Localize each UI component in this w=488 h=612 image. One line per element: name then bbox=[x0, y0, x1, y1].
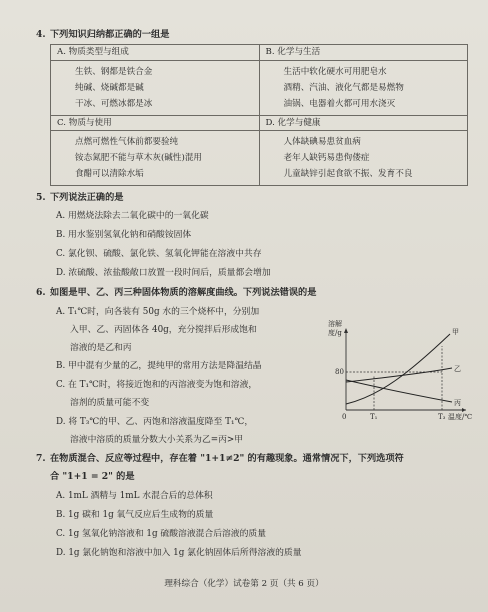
table-header-c: C. 物质与使用 bbox=[51, 115, 260, 131]
table-cell-c bbox=[51, 131, 260, 186]
option-b: B. 1g 碳和 1g 氧气反应后生成物的质量 bbox=[56, 510, 214, 520]
table-item: 点燃可燃性气体前都要验纯 bbox=[75, 137, 179, 148]
option-a: A. T₁℃时，向各装有 50g 水的三个烧杯中，分别加 bbox=[56, 307, 260, 317]
x-axis-arrow bbox=[462, 408, 466, 412]
table-cell-b bbox=[259, 60, 468, 115]
table-item: 纯碱、烧碱都是碱 bbox=[75, 82, 144, 93]
option-d: D. 将 T₃℃的甲、乙、丙饱和溶液温度降至 T₁℃， bbox=[56, 417, 254, 427]
x-axis-label: 温度/℃ bbox=[448, 413, 473, 421]
x-tick-t1: T₁ bbox=[370, 413, 378, 421]
knowledge-table bbox=[50, 44, 468, 186]
question-text: 在物质混合、反应等过程中，存在着 "1+1≠2" 的有趣现象。通常情况下，下列选项符 bbox=[50, 453, 404, 464]
origin-label: 0 bbox=[342, 413, 347, 421]
question-number: 4. bbox=[36, 29, 46, 40]
curve-label-jia: 甲 bbox=[452, 328, 459, 336]
table-header-d: D. 化学与健康 bbox=[259, 115, 468, 131]
table-header-a: A. 物质类型与组成 bbox=[51, 45, 260, 61]
option-b: B. 用水鉴别氢氧化钠和硝酸铵固体 bbox=[56, 230, 192, 240]
table-item: 老年人缺钙易患佝偻症 bbox=[283, 153, 370, 164]
question-6-stem bbox=[36, 286, 316, 299]
option-a-cont: 溶液的是乙和丙 bbox=[70, 343, 132, 353]
table-item: 人体缺碘易患贫血病 bbox=[283, 137, 361, 148]
table-cell-a bbox=[51, 60, 260, 115]
y-axis-arrow bbox=[344, 328, 348, 333]
question-7-stem-line1 bbox=[36, 452, 404, 465]
option-a: A. 1mL 酒精与 1mL 水混合后的总体积 bbox=[56, 491, 213, 501]
option-b: B. 甲中混有少量的乙，提纯甲的常用方法是降温结晶 bbox=[56, 361, 262, 371]
table-item: 铵态氮肥不能与草木灰(碱性)混用 bbox=[75, 153, 203, 164]
question-5-stem bbox=[36, 191, 124, 204]
question-text: 下列知识归纳都正确的一组是 bbox=[50, 29, 170, 40]
curve-yi bbox=[346, 368, 452, 382]
question-number: 6. bbox=[36, 287, 46, 298]
option-d: D. 1g 氯化钠饱和溶液中加入 1g 氯化钠固体后所得溶液的质量 bbox=[56, 548, 302, 558]
option-d: D. 浓硫酸、浓盐酸敞口放置一段时间后，质量都会增加 bbox=[56, 268, 271, 278]
option-d-cont: 溶液中溶质的质量分数大小关系为乙=丙>甲 bbox=[70, 435, 244, 445]
table-cell-d bbox=[259, 131, 468, 186]
table-item: 儿童缺锌引起食欲不振、发育不良 bbox=[283, 169, 413, 180]
question-7-stem-line2: 合 "1+1 = 2" 的是 bbox=[50, 471, 135, 482]
question-text: 如图是甲、乙、丙三种固体物质的溶解度曲线。下列说法错误的是 bbox=[50, 287, 317, 298]
option-c: C. 氯化钡、硫酸、氯化铁、氢氧化钾能在溶液中共存 bbox=[56, 249, 262, 259]
question-number: 7. bbox=[36, 453, 46, 464]
question-4-stem bbox=[36, 28, 169, 41]
table-item: 酒精、汽油、液化气都是易燃物 bbox=[283, 82, 404, 93]
curve-label-bing: 丙 bbox=[454, 399, 461, 407]
question-number: 5. bbox=[36, 192, 46, 203]
option-c-cont: 溶剂的质量可能不变 bbox=[70, 398, 150, 408]
option-c: C. 在 T₁℃时，将接近饱和的丙溶液变为饱和溶液， bbox=[56, 380, 258, 390]
x-tick-t3: T₃ bbox=[438, 413, 446, 421]
table-header-b: B. 化学与生活 bbox=[259, 45, 468, 61]
solubility-chart bbox=[330, 316, 476, 424]
table-item: 生活中软化硬水可用肥皂水 bbox=[283, 66, 387, 77]
option-c: C. 1g 氢氧化钠溶液和 1g 硫酸溶液混合后溶液的质量 bbox=[56, 529, 266, 539]
option-a-cont: 入甲、乙、丙固体各 40g，充分搅拌后形成饱和 bbox=[70, 325, 257, 335]
table-item: 干冰、可燃冰都是冰 bbox=[75, 98, 153, 109]
y-axis-label-2: 度/g bbox=[328, 329, 342, 337]
y-tick-label: 80 bbox=[335, 368, 344, 376]
table-item: 生铁、钢都是铁合金 bbox=[75, 66, 153, 77]
curve-label-yi: 乙 bbox=[454, 365, 461, 373]
curve-jia bbox=[346, 334, 450, 404]
question-text: 下列说法正确的是 bbox=[50, 192, 124, 203]
table-item: 食醋可以清除水垢 bbox=[75, 169, 144, 180]
page-footer: 理科综合（化学）试卷第 2 页（共 6 页） bbox=[164, 579, 324, 589]
option-a: A. 用燃烧法除去二氧化碳中的一氧化碳 bbox=[56, 211, 209, 221]
y-axis-label-1: 溶解 bbox=[328, 320, 342, 328]
table-item: 油锅、电器着火都可用水浇灭 bbox=[283, 98, 396, 109]
